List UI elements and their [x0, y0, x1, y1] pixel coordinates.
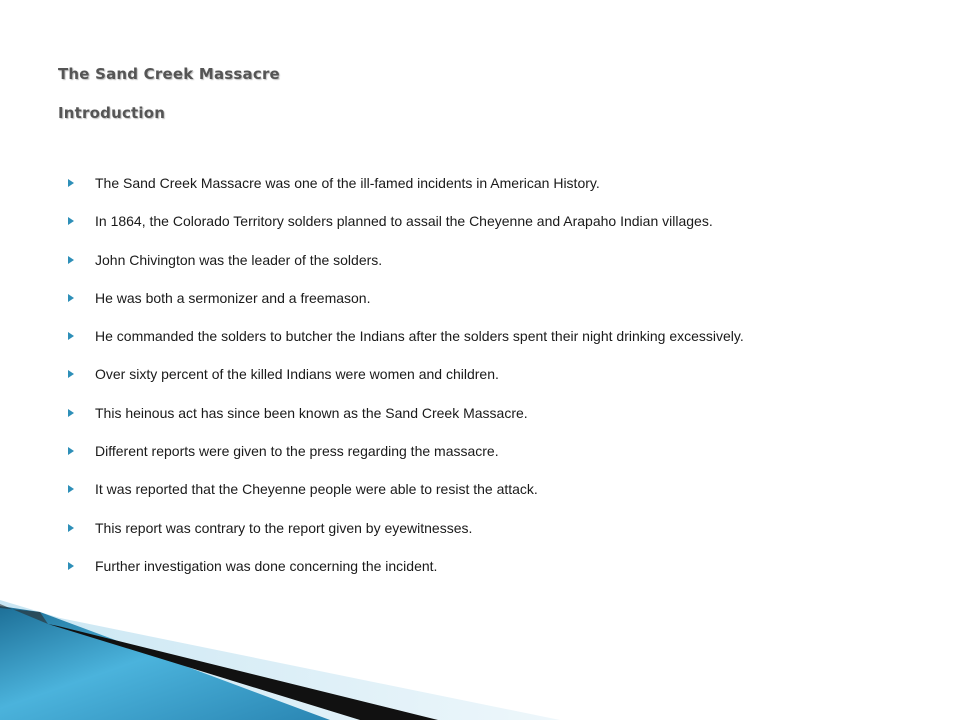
- triangle-right-icon: [68, 556, 95, 570]
- triangle-right-icon: [68, 518, 95, 532]
- bullet-text: Over sixty percent of the killed Indians were women and children.: [95, 366, 499, 383]
- bullet-list: [68, 173, 928, 594]
- triangle-right-icon: [68, 326, 95, 340]
- triangle-right-icon: [68, 364, 95, 378]
- bullet-text: This heinous act has since been known as the Sand Creek Massacre.: [95, 404, 528, 421]
- triangle-right-icon: [68, 288, 95, 302]
- list-item: [68, 288, 928, 326]
- list-item: [68, 364, 928, 402]
- bullet-text: This report was contrary to the report given by eyewitnesses.: [95, 519, 473, 536]
- bullet-text: He was both a sermonizer and a freemason.: [95, 289, 371, 306]
- triangle-right-icon: [68, 441, 95, 455]
- bullet-text: The Sand Creek Massacre was one of the ill-famed incidents in American History.: [95, 175, 600, 191]
- list-item: [68, 326, 928, 364]
- list-item: [68, 441, 928, 479]
- bullet-text: It was reported that the Cheyenne people were able to resist the attack.: [95, 481, 538, 498]
- title-block: [58, 64, 658, 123]
- list-item: [68, 556, 928, 594]
- bullet-text: Further investigation was done concerning the incident.: [95, 557, 438, 574]
- triangle-right-icon: [68, 211, 95, 225]
- triangle-right-icon: [68, 479, 95, 493]
- list-item: [68, 173, 928, 211]
- list-item: [68, 211, 928, 249]
- slide-subtitle: Introduction: [58, 104, 166, 122]
- bullet-text: He commanded the solders to butcher the Indians after the solders spent their night drinking excessively.: [95, 328, 744, 345]
- list-item: [68, 250, 928, 288]
- triangle-right-icon: [68, 173, 95, 187]
- bullet-text: In 1864, the Colorado Territory solders planned to assail the Cheyenne and Arapaho Indian villages.: [95, 213, 713, 230]
- list-item: [68, 518, 928, 556]
- slide-title: The Sand Creek Massacre: [58, 65, 280, 83]
- bullet-text: Different reports were given to the press regarding the massacre.: [95, 443, 499, 460]
- triangle-right-icon: [68, 403, 95, 417]
- triangle-right-icon: [68, 250, 95, 264]
- list-item: [68, 479, 928, 517]
- corner-decoration: [0, 600, 600, 720]
- bullet-text: John Chivington was the leader of the solders.: [95, 251, 383, 268]
- list-item: [68, 403, 928, 441]
